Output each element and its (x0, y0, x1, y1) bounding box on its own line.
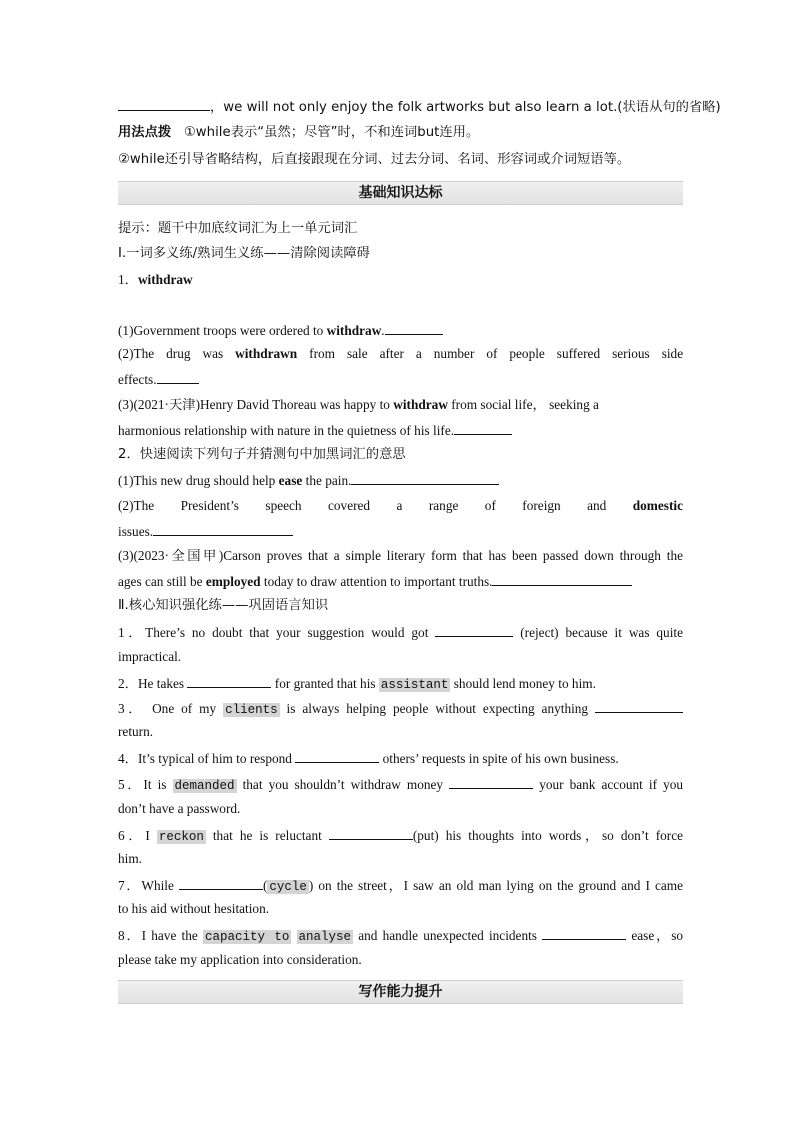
highlighted-vocab: cycle (269, 880, 307, 894)
word-heading-withdraw: 1．withdraw (118, 272, 193, 287)
question-2-1: (1)This new drug should help ease the pain. (118, 471, 683, 490)
word-heading-2: 2．快速阅读下列句子并猜测句中加黑词汇的意思 (118, 447, 406, 462)
exercise-2: 2．He takes for granted that his assistant should lend money to him. (118, 676, 596, 692)
section-1-heading: Ⅰ.一词多义练/熟词生义练——清除阅读障碍 (118, 246, 370, 261)
highlighted-vocab: clients (225, 703, 278, 717)
usage-tip-label: 用法点拨 (118, 125, 172, 140)
question-1-1: (1)Government troops were ordered to withdraw. (118, 321, 683, 340)
question-2-2-cont: issues. (118, 522, 683, 541)
question-2-2: (2)The President’s speech covered a range of foreign and domestic (118, 498, 683, 513)
exercise-8: 8．I have the capacity to analyse and handle unexpected incidents ease，so (118, 928, 684, 944)
answer-blank[interactable] (492, 572, 632, 586)
answer-blank[interactable] (385, 321, 443, 335)
section-banner-writing (118, 980, 683, 1004)
answer-blank[interactable] (179, 876, 263, 890)
answer-blank[interactable] (454, 421, 512, 435)
highlighted-vocab: analyse (298, 930, 352, 944)
exercise-1-cont: impractical. (118, 649, 182, 664)
highlighted-vocab: demanded (174, 779, 235, 793)
banner-title: 基础知识达标 (358, 185, 443, 201)
answer-blank[interactable] (118, 97, 210, 111)
question-1-3: (3)(2021·天津)Henry David Thoreau was happy to withdraw from social life， seeking a (118, 397, 599, 413)
question-2-3-cont: ages can still be employed today to draw attention to important truths. (118, 572, 683, 591)
usage-tip-line-2: ②while还引导省略结构，后直接跟现在分词、过去分词、名词、形容词或介词短语等。 (118, 152, 631, 167)
exercise-4: 4．It’s typical of him to respond others’ requests in spite of his own business. (118, 751, 619, 766)
exercise-3-cont: return. (118, 724, 154, 739)
question-1-2: (2)The drug was withdrawn from sale after a number of people suffered serious side (118, 346, 684, 361)
exercise-7-cont: to his aid without hesitation. (118, 901, 270, 916)
exercise-8-cont: please take my application into consideration. (118, 952, 362, 967)
highlighted-vocab: reckon (158, 830, 204, 844)
top-line-1: ，we will not only enjoy the folk artworks but also learn a lot.(状语从句的省略) (118, 97, 683, 117)
answer-blank[interactable] (187, 674, 271, 688)
section-banner-basic (118, 181, 683, 205)
answer-blank[interactable] (351, 471, 499, 485)
answer-blank[interactable] (157, 370, 199, 384)
banner-title: 写作能力提升 (358, 984, 443, 1000)
answer-blank[interactable] (435, 623, 513, 637)
exercise-6: 6．I reckon that he is reluctant (put) his thoughts into words，so don’t force (118, 828, 684, 844)
question-1-2-cont: effects. (118, 370, 683, 389)
highlighted-vocab: assistant (380, 678, 449, 692)
answer-blank[interactable] (329, 826, 413, 840)
answer-blank[interactable] (153, 522, 293, 536)
answer-blank[interactable] (295, 749, 379, 763)
section-2-heading: Ⅱ.核心知识强化练——巩固语言知识 (118, 598, 329, 613)
exercise-1: 1．There’s no doubt that your suggestion would got (reject) because it was quite (118, 625, 683, 640)
question-2-3: (3)(2023·全国甲)Carson proves that a simple literary form that has been passed down through the (118, 548, 683, 563)
exercise-5-cont: don’t have a password. (118, 801, 241, 816)
exercise-3: 3． One of my clients is always helping people without expecting anything (118, 699, 683, 719)
exercise-6-cont: him. (118, 851, 143, 866)
answer-blank[interactable] (542, 926, 626, 940)
question-1-3-cont: harmonious relationship with nature in the quietness of his life. (118, 421, 683, 440)
hint-line: 提示：题干中加底纹词汇为上一单元词汇 (118, 221, 358, 236)
answer-blank[interactable] (449, 775, 533, 789)
answer-blank[interactable] (595, 699, 683, 713)
usage-tip-line-1: 用法点拨 ①while表示“虽然；尽管”时，不和连词but连用。 (118, 125, 480, 140)
highlighted-vocab: capacity to (204, 930, 290, 944)
exercise-5: 5．It is demanded that you shouldn’t withdraw money your bank account if you (118, 777, 684, 793)
exercise-7: 7．While ( cycle ) on the street，I saw an old man lying on the ground and I came (118, 878, 683, 894)
